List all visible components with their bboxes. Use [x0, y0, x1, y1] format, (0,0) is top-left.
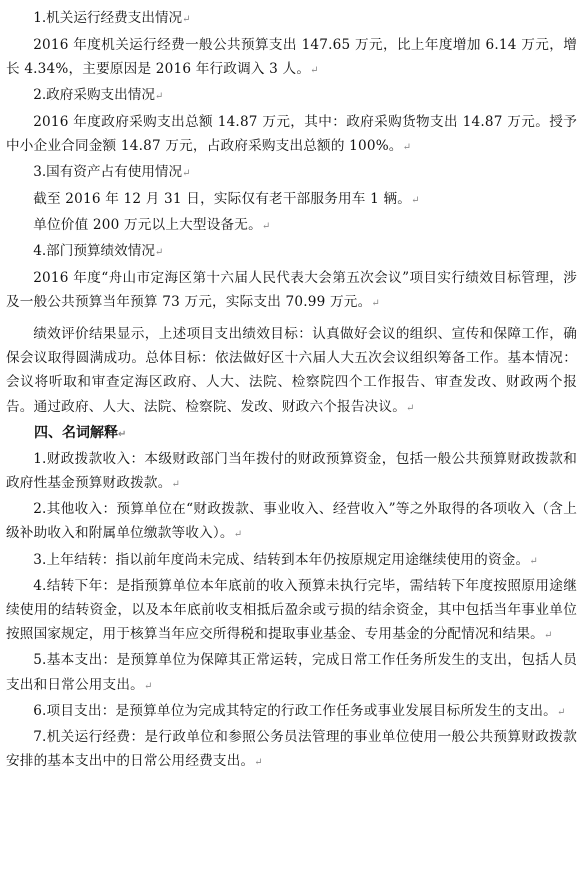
paragraph-mark-icon: ↵ — [406, 402, 415, 414]
paragraph-mark-icon: ↵ — [529, 555, 538, 567]
paragraph-government-procurement — [6, 110, 577, 160]
heading-state-assets-text: 3.国有资产占有使用情况 — [33, 164, 183, 180]
paragraph-mark-icon: ↵ — [556, 706, 566, 718]
paragraph-state-assets-vehicles-text: 截至 2016 年 12 月 31 日，实际仅有老干部服务用车 1 辆。 — [33, 190, 412, 207]
paragraph-mark-icon: ↵ — [182, 14, 191, 25]
paragraph-performance-project — [6, 266, 577, 316]
heading-performance — [6, 239, 577, 266]
paragraph-mark-icon: ↵ — [254, 757, 263, 769]
paragraph-mark-icon: ↵ — [310, 64, 319, 76]
paragraph-state-assets-vehicles — [6, 187, 577, 213]
paragraph-operating-expenses-text: 2016 年度机关运行经费一般公共预算支出 147.65 万元，比上年度增加 6.14 万元，增长 4.34%，主要原因是 2016 年行政调入 3 人。 — [6, 36, 577, 77]
glossary-item-2-text: 2.其他收入：预算单位在“财政拨款、事业收入、经营收入”等之外取得的各项收入（含上级补助收入和附属单位缴款等收入）。 — [6, 501, 577, 542]
glossary-item-7-text: 7.机关运行经费：是行政单位和参照公务员法管理的事业单位使用一般公共预算财政拨款安排的基本支出中的日常公用经费支出。 — [6, 729, 577, 770]
paragraph-government-procurement-text: 2016 年度政府采购支出总额 14.87 万元，其中：政府采购货物支出 14.87 万元。授予中小企业合同金额 14.87 万元，占政府采购支出总额的 100%。 — [6, 113, 577, 154]
paragraph-mark-icon: ↵ — [233, 529, 243, 541]
paragraph-mark-icon: ↵ — [182, 168, 191, 179]
paragraph-mark-icon: ↵ — [261, 220, 271, 232]
glossary-item-4-text: 4.结转下年：是指预算单位本年底前的收入预算未执行完毕，需结转下年度按照原用途继续使用的结转资金，以及本年底前收支相抵后盈余或亏损的结余资金，其中包括当年事业单位按照国家规定，用于核算当年应交所得税和提取事业基金、专用基金的分配情况和结果。 — [6, 577, 577, 643]
paragraph-mark-icon: ↵ — [154, 91, 164, 102]
paragraph-performance-project-text: 2016 年度“舟山市定海区第十六届人民代表大会第五次会议”项目实行绩效目标管理，涉及一般公共预算当年预算 73 万元，实际支出 70.99 万元。 — [6, 269, 577, 310]
paragraph-mark-icon: ↵ — [171, 479, 181, 491]
glossary-item-6-text: 6.项目支出：是预算单位为完成其特定的行政工作任务或事业发展目标所发生的支出。 — [33, 702, 557, 719]
paragraph-mark-icon: ↵ — [543, 630, 553, 642]
paragraph-performance-result — [6, 322, 577, 421]
paragraph-operating-expenses — [6, 33, 577, 83]
paragraph-mark-icon: ↵ — [143, 680, 153, 692]
heading-operating-expenses-text: 1.机关运行经费支出情况 — [33, 10, 183, 26]
glossary-item-7 — [6, 725, 577, 775]
glossary-item-1-text: 1.财政拨款收入：本级财政部门当年拨付的财政预算资金，包括一般公共预算财政拨款和政府性基金预算财政拨款。 — [6, 450, 577, 492]
glossary-item-4 — [6, 574, 577, 649]
heading-government-procurement-text: 2.政府采购支出情况 — [33, 87, 155, 103]
paragraph-state-assets-equipment-text: 单位价值 200 万元以上大型设备无。 — [33, 216, 262, 233]
heading-operating-expenses — [6, 6, 577, 33]
glossary-item-3-text: 3.上年结转：指以前年度尚未完成、结转到本年仍按原规定用途继续使用的资金。 — [33, 551, 530, 568]
heading-performance-text: 4.部门预算绩效情况 — [33, 243, 155, 259]
section-glossary-title — [6, 421, 577, 447]
glossary-item-2 — [6, 497, 577, 547]
glossary-item-6 — [6, 699, 577, 725]
glossary-item-3 — [6, 548, 577, 574]
heading-government-procurement — [6, 83, 577, 110]
paragraph-mark-icon: ↵ — [411, 194, 420, 206]
paragraph-performance-result-text: 绩效评价结果显示，上述项目支出绩效目标：认真做好会议的组织、宣传和保障工作，确保会议取得圆满成功。总体目标：依法做好区十六届人大五次会议组织筹备工作。基本情况：会议将听取和审查定海区政府、人大、法院、检察院四个工作报告、审查发改、财政两个报告。通过政府、人大、法院、检察院、发改、财政六个报告决议。 — [6, 326, 577, 415]
paragraph-mark-icon: ↵ — [154, 247, 164, 258]
section-glossary-title-text: 四、名词解释 — [34, 424, 118, 441]
glossary-item-5 — [6, 648, 577, 698]
paragraph-mark-icon: ↵ — [371, 297, 380, 309]
paragraph-mark-icon: ↵ — [118, 428, 127, 440]
glossary-item-1 — [6, 447, 577, 497]
heading-state-assets — [6, 160, 577, 187]
paragraph-mark-icon: ↵ — [402, 141, 412, 153]
glossary-item-5-text: 5.基本支出：是预算单位为保障其正常运转，完成日常工作任务所发生的支出，包括人员支出和日常公用支出。 — [6, 652, 577, 693]
paragraph-state-assets-equipment — [6, 213, 577, 239]
